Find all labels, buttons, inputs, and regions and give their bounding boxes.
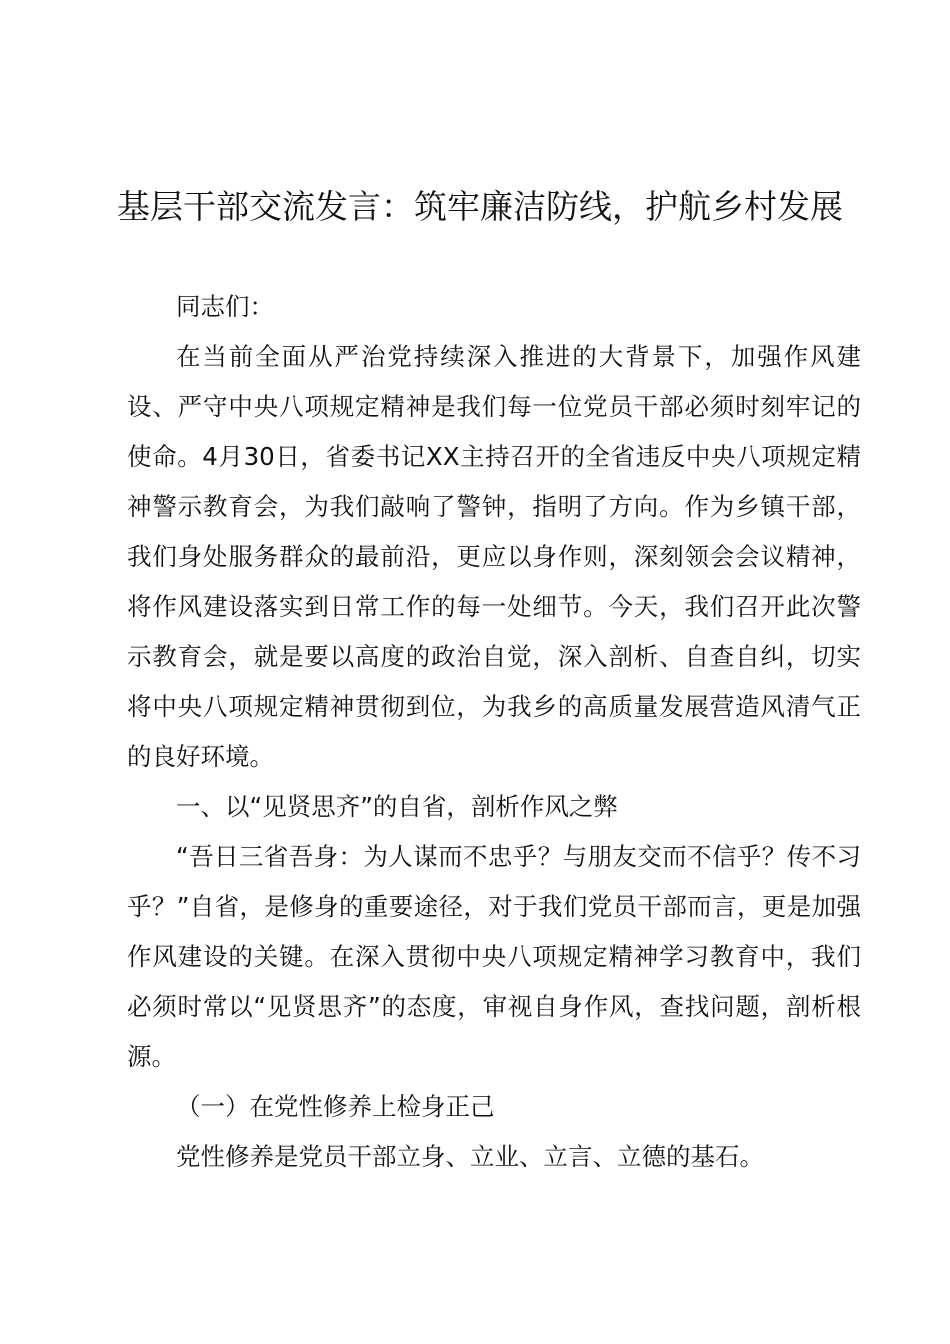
- subsection-paragraph-1: 党性修养是党员干部立身、立业、立言、立德的基石。: [176, 1142, 764, 1171]
- section-heading-1: 一、以“见贤思齐”的自省，剖析作风之弊: [176, 792, 618, 821]
- intro-paragraph: 在当前全面从严治党持续深入推进的大背景下，加强作风建设、严守中央八项规定精神是我们每一位党员干部必须时刻牢记的使命。4月30日，省委书记XX主持召开的全省违反中央八项规定精神警示教育会，为我们敲响了警钟，指明了方向。作为乡镇干部，我们身处服务群众的最前沿，更应以身作则，深刻领会会议精神，将作风建设落实到日常工作的每一处细节。今天，我们召开此次警示教育会，就是要以高度的政治自觉，深入剖析、自查自纠，切实将中央八项规定精神贯彻到位，为我乡的高质量发展营造风清气正的良好环境。: [127, 342, 861, 771]
- subsection-heading-1: （一）在党性修养上检身正己: [176, 1092, 495, 1121]
- document-title: 基层干部交流发言：筑牢廉洁防线，护航乡村发展: [117, 187, 843, 226]
- salutation: 同志们：: [176, 292, 274, 321]
- section-paragraph-1: “吾日三省吾身：为人谋而不忠乎？与朋友交而不信乎？传不习乎？”自省，是修身的重要途径，对于我们党员干部而言，更是加强作风建设的关键。在深入贯彻中央八项规定精神学习教育中，我们必须时常以“见贤思齐”的态度，审视自身作风，查找问题，剖析根源。: [127, 842, 861, 1071]
- document-body: [127, 282, 861, 1182]
